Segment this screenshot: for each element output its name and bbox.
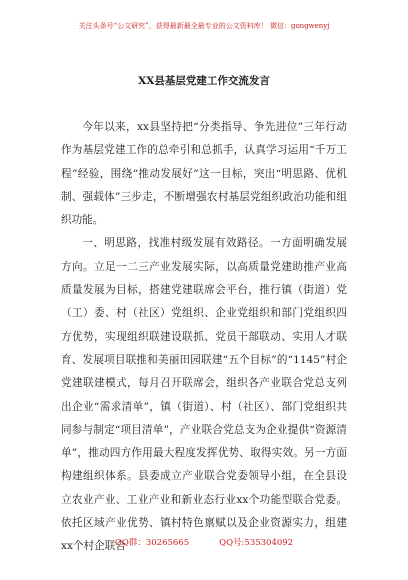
header-banner: 关注头条号“公文研究”，获得最新最全最专业的公文资料库！ 微信：gongwenyj xyxy=(78,22,330,30)
qq-group-text: QQ群：30265665 xyxy=(114,538,190,548)
footer-contact xyxy=(0,536,408,548)
paragraph: 今年以来，xx县坚持把“分类指导、争先进位”三年行动作为基层党建工作的总牵引和总抓手，认真学习运用“千万工程”经验，围绕“推动发展好”这一目标，突出“明思路、优机制、强载体”三步走，不断增强农村基层党组织政治功能和组织功能。 xyxy=(61,121,347,227)
document-title: XX县基层党建工作交流发言 xyxy=(138,75,270,87)
paragraph: 一、明思路，找准村级发展有效路径。一方面明确发展方向。立足一二三产业发展实际，以高质量党建助推产业高质量发展为目标，搭建党建联席会平台，推行镇（街道）党（工）委、村（社区）党组织、企业党组织和部门党组织四方优势，实现组织联建设联抓、党员干部联动、实用人才联育、发展项目联推和美丽田园联建“五个目标”的“1145”村企党建联建模式，每月召开联席会，组织各产业联合党总支列出企业“需求清单”，镇（街道）、村（社区）、部门党组织共同参与制定“项目清单”，产业联合党总支为企业提供“资源清单”，推动四方作用最大程度发挥优势、取得实效。另一方面构建组织体系。县委成立产业联合党委领导小组，在全县设立农业产业、工业产业和新业态行业xx个功能型联合党委。依托区域产业优势、镇村特色禀赋以及企业资源实力，组建xx个村企联合 xyxy=(61,237,347,553)
qq-number-text: QQ号:535304092 xyxy=(219,538,294,548)
document-body xyxy=(61,116,347,559)
